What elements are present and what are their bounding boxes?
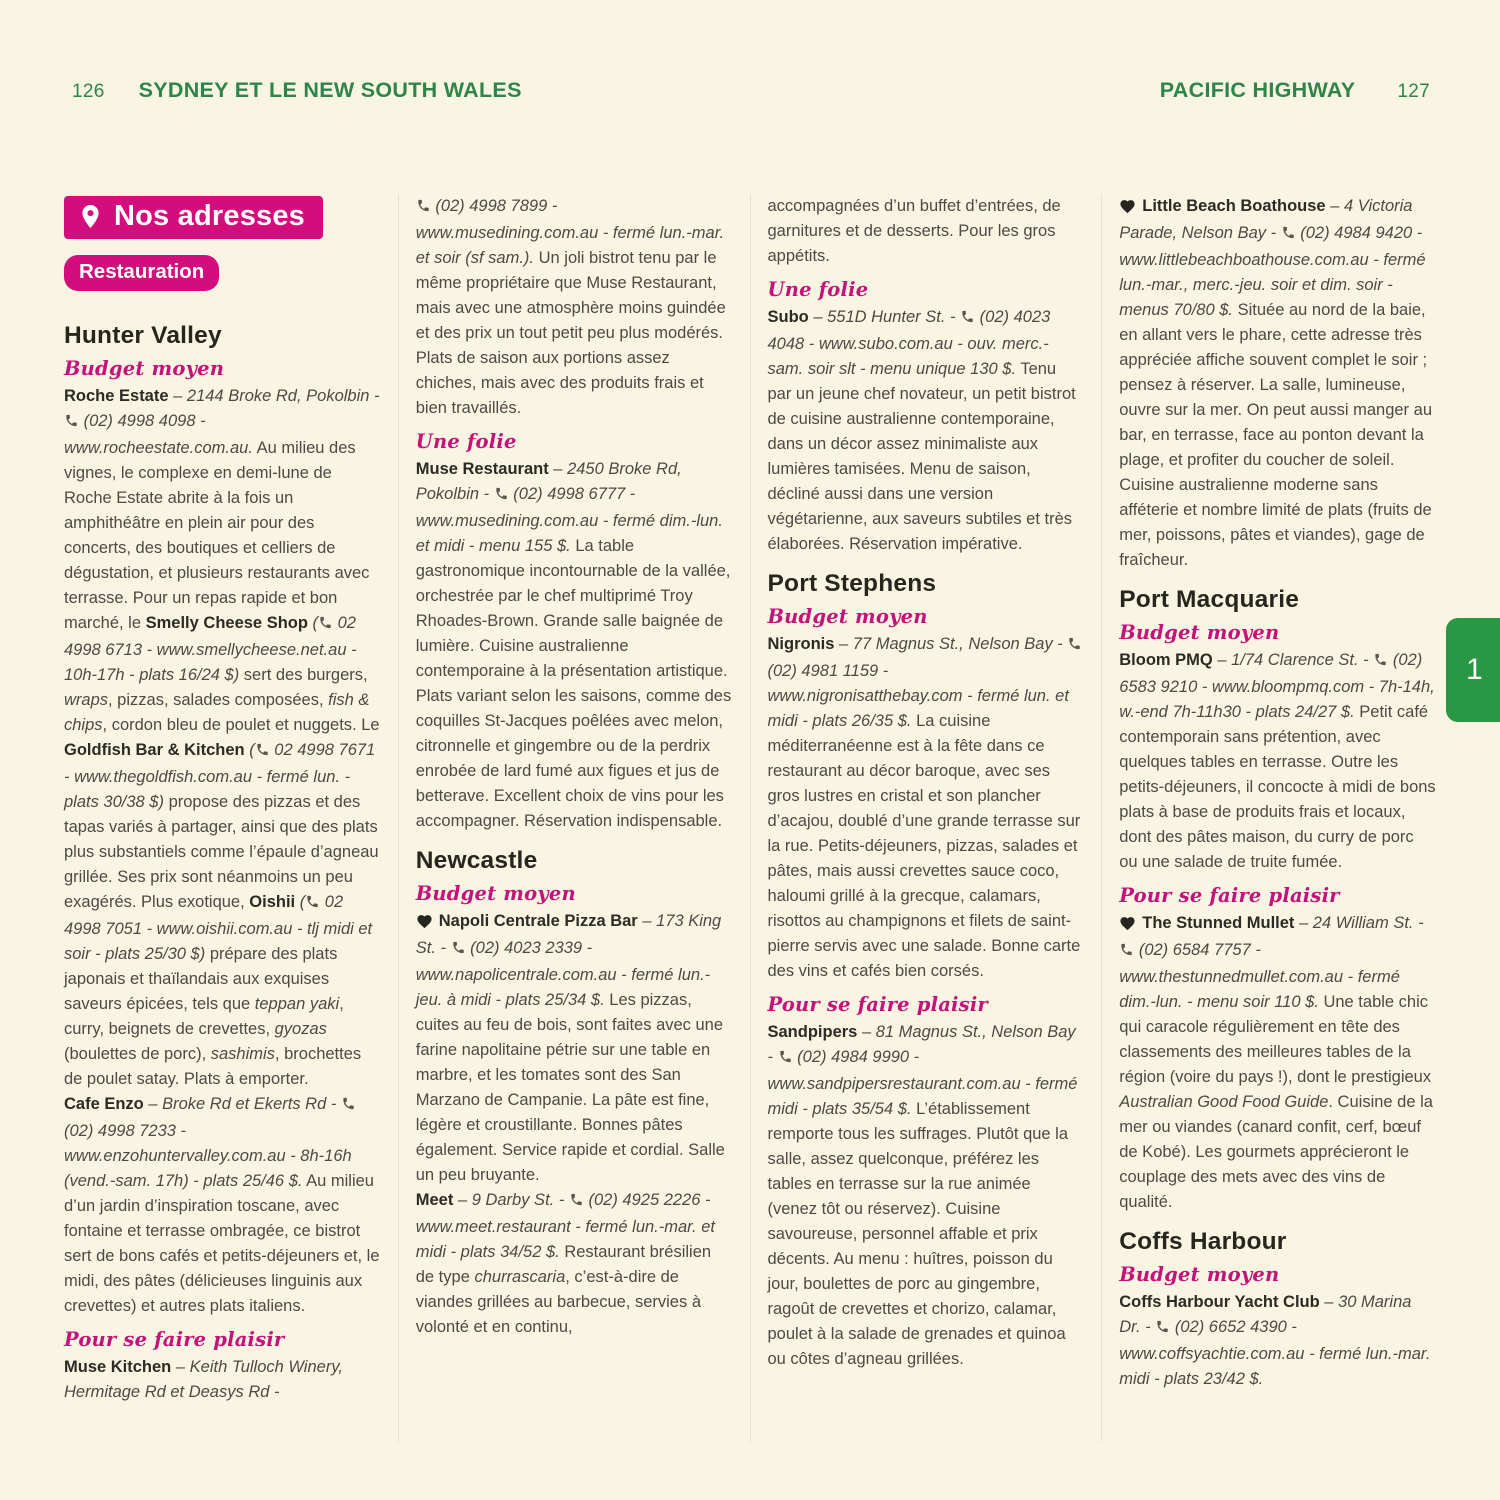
text-run: Roche Estate xyxy=(64,387,169,405)
text-run: 2450 Broke Rd, Pokolbin - xyxy=(415,460,682,503)
text-run: ( xyxy=(307,614,319,632)
text-run: (02) 4998 7899 - www.musedining.com.au - fermé lun.-mar. et soir (sf sam.). xyxy=(415,197,725,267)
text-run: – xyxy=(834,635,853,653)
phone-icon xyxy=(318,613,333,638)
text-run: (boulettes de porc), xyxy=(64,1045,211,1063)
text-run: gyozas xyxy=(274,1020,327,1038)
text-run: (02) 6583 9210 - www.bloompmq.com - 7h-14h, w.-end 7h-11h30 - plats 24/27 $. xyxy=(1119,651,1435,721)
text-run: wraps xyxy=(64,691,109,709)
text-column xyxy=(1101,194,1438,1442)
text-run: teppan yaki xyxy=(254,995,340,1013)
phone-icon xyxy=(960,307,975,332)
page-header xyxy=(72,78,1430,103)
text-run: Meet xyxy=(415,1191,454,1209)
heart-icon xyxy=(416,911,433,936)
text-run: – xyxy=(1212,651,1232,669)
section-title: PACIFIC HIGHWAY xyxy=(1159,78,1356,102)
text-run: – xyxy=(1319,1293,1339,1311)
paragraph xyxy=(1119,194,1436,573)
paragraph xyxy=(1119,648,1436,875)
text-run: , brochettes de poulet satay. Plats à emporter. xyxy=(64,1045,362,1088)
place-heading: Hunter Valley xyxy=(64,322,222,349)
page-number-left: 126 xyxy=(72,81,105,102)
text-run: – xyxy=(1294,914,1313,932)
text-run: Subo xyxy=(767,308,809,326)
paragraph xyxy=(768,1020,1085,1372)
text-run: , pizzas, salades composées, xyxy=(108,691,329,709)
text-run: fish & chips xyxy=(64,691,370,734)
paragraph xyxy=(416,1188,733,1340)
text-run: Little Beach Boathouse xyxy=(1142,197,1326,215)
price-tier-label: Budget moyen xyxy=(415,882,576,905)
paragraph xyxy=(1119,1290,1436,1392)
text-run: La cuisine méditerranéenne est à la fête dans ce restaurant au décor baroque, avec ses gros lustres en cristal et son plancher d’acajou, doublé d’une grande terrasse sur la rue. Petits-déjeuners, pizzas, salades et pâtes, mais aussi crevettes sauce coco, haloumi grillé à la grecque, calamars, risottos au champignons et filets de saint-pierre servis avec une salade. Bonne carte des vins et cafés bien corsés. xyxy=(767,712,1081,980)
text-run: 2144 Broke Rd, Pokolbin - xyxy=(186,387,380,405)
text-run: 24 William St. - xyxy=(1312,914,1424,932)
phone-icon xyxy=(416,196,431,221)
text-run: Australian Good Food Guide xyxy=(1119,1093,1329,1111)
text-run: ( xyxy=(295,893,306,911)
text-column xyxy=(62,194,398,1442)
text-run: (02) 4925 2226 - www.meet.restaurant - fermé lun.-mar. et midi - plats 34/52 $. xyxy=(415,1191,715,1261)
price-tier-label: Budget moyen xyxy=(767,605,928,628)
price-tier-label: Budget moyen xyxy=(1119,621,1280,644)
text-run: (02) 4981 1159 - www.nigronisatthebay.com - fermé lun. et midi - plats 26/35 $. xyxy=(767,662,1069,730)
text-run: 551D Hunter St. - xyxy=(827,308,961,326)
text-run: Sandpipers xyxy=(767,1023,858,1041)
text-column xyxy=(750,194,1102,1442)
text-run: 173 King St. - xyxy=(415,912,722,957)
text-run: 30 Marina Dr. - xyxy=(1119,1293,1412,1336)
text-run: (02) 4984 9420 - www.littlebeachboathouse.com.au - fermé lun.-mar., merc.-jeu. soir et dim. soir - menus 70/80 $. xyxy=(1119,224,1426,319)
paragraph xyxy=(768,632,1085,984)
phone-icon xyxy=(341,1094,356,1119)
chapter-index-tab xyxy=(1446,618,1500,722)
text-run: Au milieu d’un jardin d’inspiration toscane, avec fontaine et terrasse ombragée, ce bistrot sert de bons cafés et petits-déjeuners et, le midi, des pâtes (délicieuses linguinis aux crevettes) et autres plats italiens. xyxy=(64,1172,380,1315)
text-run: 02 4998 7051 - www.oishii.com.au - tlj midi et soir - plats 25/30 $) xyxy=(64,893,373,963)
place-heading: Port Stephens xyxy=(767,570,937,597)
text-run: Napoli Centrale Pizza Bar xyxy=(438,912,638,930)
addresses-badge xyxy=(64,196,323,239)
text-run: The Stunned Mullet xyxy=(1142,914,1295,932)
category-pill: Restauration xyxy=(64,255,219,291)
text-run: accompagnées d’un buffet d’entrées, de garnitures et de desserts. Pour les gros appétits. xyxy=(767,197,1061,265)
text-run: Muse Kitchen xyxy=(64,1358,172,1376)
text-run: ( xyxy=(244,741,255,759)
text-run: Située au nord de la baie, en allant vers le phare, cette adresse très appréciée affiche souvent complet le soir ; pensez à réserver. La salle, lumineuse, ouvre sur la mer. On peut aussi manger au bar, en terrasse, face au ponton devant la plage, et profiter du coucher de soleil. Cuisine australienne moderne sans afféterie et nombre limité de plats (fruits de mer, poissons, pâtes et viandes), gage de fraîcheur. xyxy=(1119,301,1432,569)
text-run: (02) 4023 4048 - www.subo.com.au - ouv. merc.-sam. soir slt - menu unique 130 $. xyxy=(767,308,1051,378)
text-run: – xyxy=(548,460,568,478)
text-run: – xyxy=(808,308,828,326)
text-run: 02 4998 7671 - www.thegoldfish.com.au - fermé lun. - plats 30/38 $) xyxy=(64,741,376,811)
paragraph xyxy=(64,1092,381,1319)
text-run: – xyxy=(1325,197,1344,215)
text-run: – xyxy=(637,912,657,930)
phone-icon xyxy=(255,740,270,765)
phone-icon xyxy=(1281,223,1296,248)
phone-icon xyxy=(451,938,466,963)
text-run: , cordon bleu de poulet et nuggets. Le xyxy=(102,716,380,734)
price-tier-label: Une folie xyxy=(767,278,869,301)
chapter-index-number: 1 xyxy=(1466,653,1483,686)
text-run: Une table chic qui caracole régulièrement en tête des classements des meilleures tables de la région (voire du pays !), dont le prestigieux xyxy=(1119,993,1432,1086)
paragraph xyxy=(64,1355,381,1405)
text-run: Oishii xyxy=(249,893,296,911)
text-run: – xyxy=(453,1191,472,1209)
text-run: , c’est-à-dire de viandes grillées au barbecue, servies à volonté et en continu, xyxy=(415,1268,701,1336)
text-run: Cafe Enzo xyxy=(64,1095,144,1113)
text-run: Muse Restaurant xyxy=(415,460,549,478)
text-run: (02) 4998 7233 - www.enzohuntervalley.com.au - 8h-16h (vend.-sam. 17h) - plats 25/46 $. xyxy=(64,1122,352,1190)
text-column xyxy=(398,194,750,1442)
phone-icon xyxy=(1373,650,1388,675)
text-run: prépare des plats japonais et thaïlandais aux exquises saveurs épicées, tels que xyxy=(64,945,338,1013)
text-run: Tenu par un jeune chef novateur, un petit bistrot de cuisine australienne contemporaine, dans un décor assez minimaliste aux lumières tamisées. Menu de saison, décliné aussi dans une version végétarienne, aux saveurs subtiles et très élaborées. Réservation impérative. xyxy=(767,360,1076,553)
text-run: , curry, beignets de crevettes, xyxy=(64,995,344,1038)
price-tier-label: Budget moyen xyxy=(64,357,225,380)
text-run: (02) 4023 2339 - www.napolicentrale.com.au - fermé lun.-jeu. à midi - plats 25/34 $. xyxy=(415,939,711,1009)
paragraph xyxy=(768,305,1085,557)
text-run: sert des burgers, xyxy=(239,666,368,684)
text-run: – xyxy=(171,1358,190,1376)
heart-icon xyxy=(1119,196,1136,221)
text-run: Smelly Cheese Shop xyxy=(145,614,308,632)
phone-icon xyxy=(569,1190,584,1215)
paragraph xyxy=(64,384,381,1092)
paragraph xyxy=(416,909,733,1188)
text-run: Les pizzas, cuites au feu de bois, sont faites avec une farine napolitaine pétrie sur une table en marbre, et les tomates sont des San Marzano de Campanie. La pâte est fine, légère et croustillante. Bonnes pâtes également. Service rapide et cordial. Salle un peu bruyante. xyxy=(415,991,725,1184)
text-run: Nigronis xyxy=(767,635,835,653)
phone-icon xyxy=(64,411,79,436)
text-run: Coffs Harbour Yacht Club xyxy=(1119,1293,1320,1311)
paragraph xyxy=(416,194,733,421)
chapter-title: SYDNEY ET LE NEW SOUTH WALES xyxy=(138,78,522,102)
paragraph xyxy=(1119,911,1436,1215)
price-tier-label: Budget moyen xyxy=(1119,1263,1280,1286)
category-pill-row xyxy=(64,255,381,309)
price-tier-label: Une folie xyxy=(415,430,517,453)
location-pin-icon xyxy=(77,203,104,230)
place-heading: Newcastle xyxy=(415,847,538,874)
text-run: 02 4998 6713 - www.smellycheese.net.au - 10h-17h - plats 16/24 $) xyxy=(64,614,357,684)
text-run: – xyxy=(857,1023,876,1041)
header-left xyxy=(72,78,522,103)
text-run: Un joli bistrot tenu par le même propriétaire que Muse Restaurant, mais avec une atmosphère moins guindée et des prix un tout petit peu plus modérés. Plats de saison aux portions assez chiches, mais avec des produits frais et bien travaillés. xyxy=(415,249,726,417)
addresses-badge-label: Nos adresses xyxy=(114,200,306,232)
place-heading: Port Macquarie xyxy=(1119,586,1300,613)
text-run: 77 Magnus St., Nelson Bay - xyxy=(852,635,1068,653)
text-run: Broke Rd et Ekerts Rd - xyxy=(162,1095,341,1113)
phone-icon xyxy=(494,484,509,509)
phone-icon xyxy=(305,892,320,917)
phone-icon xyxy=(778,1047,793,1072)
paragraph xyxy=(416,457,733,834)
content-columns xyxy=(62,194,1438,1442)
text-run: 1/74 Clarence St. - xyxy=(1231,651,1374,669)
phone-icon xyxy=(1155,1317,1170,1342)
text-run: – xyxy=(168,387,187,405)
text-run: (02) 4998 4098 - www.rocheestate.com.au. xyxy=(64,412,253,457)
heart-icon xyxy=(1119,913,1136,938)
place-heading: Coffs Harbour xyxy=(1119,1228,1287,1255)
price-tier-label: Pour se faire plaisir xyxy=(767,993,988,1016)
price-tier-label: Pour se faire plaisir xyxy=(64,1328,285,1351)
text-run: (02) 4998 6777 - www.musedining.com.au - fermé dim.-lun. et midi - menu 155 $. xyxy=(415,485,723,555)
text-run: 4 Victoria Parade, Nelson Bay - xyxy=(1119,197,1413,242)
text-run: sashimis xyxy=(210,1045,275,1063)
price-tier-label: Pour se faire plaisir xyxy=(1119,884,1340,907)
text-run: Keith Tulloch Winery, Hermitage Rd et Deasys Rd - xyxy=(64,1358,343,1401)
paragraph xyxy=(768,194,1085,269)
text-run: propose des pizzas et des tapas variés à partager, ainsi que des plats plus substantiels comme l’épaule d’agneau grillée. Ses prix sont néanmoins un peu exagérés. Plus exotique, xyxy=(64,793,379,911)
text-run: (02) 6652 4390 - www.coffsyachtie.com.au - fermé lun.-mar. midi - plats 23/42 $. xyxy=(1119,1318,1431,1388)
phone-icon xyxy=(1067,634,1082,659)
text-run: La table gastronomique incontournable de la vallée, orchestrée par le chef multiprimé Troy Rhoades-Brown. Grande salle baignée de lumière. Cuisine australienne contemporaine à la présentation artistique. Plats variant selon les saisons, comme des coquilles St-Jacques poêlées avec melon, citronnelle et gingembre ou de la perdrix enrobée de lard fumé aux figues et jus de betterave. Excellent choix de vins pour les accompagner. Réservation indispensable. xyxy=(415,537,732,830)
text-run: Petit café contemporain sans prétention, avec quelques tables en terrasse. Outre les petits-déjeuners, il concocte à midi de bons plats à base de produits frais et locaux, dont des pâtes maison, du curry de porc ou une salade de truite fumée. xyxy=(1119,703,1436,871)
text-run: 81 Magnus St., Nelson Bay - xyxy=(767,1023,1076,1066)
text-run: Restaurant brésilien de type xyxy=(415,1243,712,1286)
phone-icon xyxy=(1119,940,1134,965)
text-run: (02) 4984 9990 - www.sandpipersrestaurant.com.au - fermé midi - plats 35/54 $. xyxy=(767,1048,1078,1118)
text-run: Bloom PMQ xyxy=(1119,651,1213,669)
header-right xyxy=(1160,78,1430,103)
addresses-badge-row xyxy=(64,194,381,255)
text-run: Goldfish Bar & Kitchen xyxy=(64,741,245,759)
text-run: – xyxy=(143,1095,163,1113)
text-run: churrascaria xyxy=(474,1268,566,1286)
text-run: (02) 6584 7757 - www.thestunnedmullet.com.au - fermé dim.-lun. - menu soir 110 $. xyxy=(1119,941,1400,1011)
text-run: Au milieu des vignes, le complexe en demi-lune de Roche Estate abrite à la fois un amphithéâtre en plein air pour des concerts, des boutiques et celliers de dégustation, et plusieurs restaurants avec terrasse. Pour un repas rapide et bon marché, le xyxy=(64,439,370,632)
text-run: . Cuisine de la mer ou viandes (canard confit, cerf, bœuf de Kobé). Les gourmets apprécieront le couplage des mets avec des vins de qualité. xyxy=(1119,1093,1433,1211)
text-run: L’établissement remporte tous les suffrages. Plutôt que la salle, assez quelconque, préférez les tables en terrasse sur la rue animée (venez tôt ou réservez). Cuisine savoureuse, personnel affable et prix décents. Au menu : huîtres, poisson du jour, boulettes de porc au gingembre, ragoût de crevettes et chorizo, calamar, poulet à la salade de grenades et quinoa ou côtes d’agneau grillées. xyxy=(767,1100,1069,1368)
page-number-right: 127 xyxy=(1397,81,1430,102)
text-run: 9 Darby St. - xyxy=(471,1191,569,1209)
